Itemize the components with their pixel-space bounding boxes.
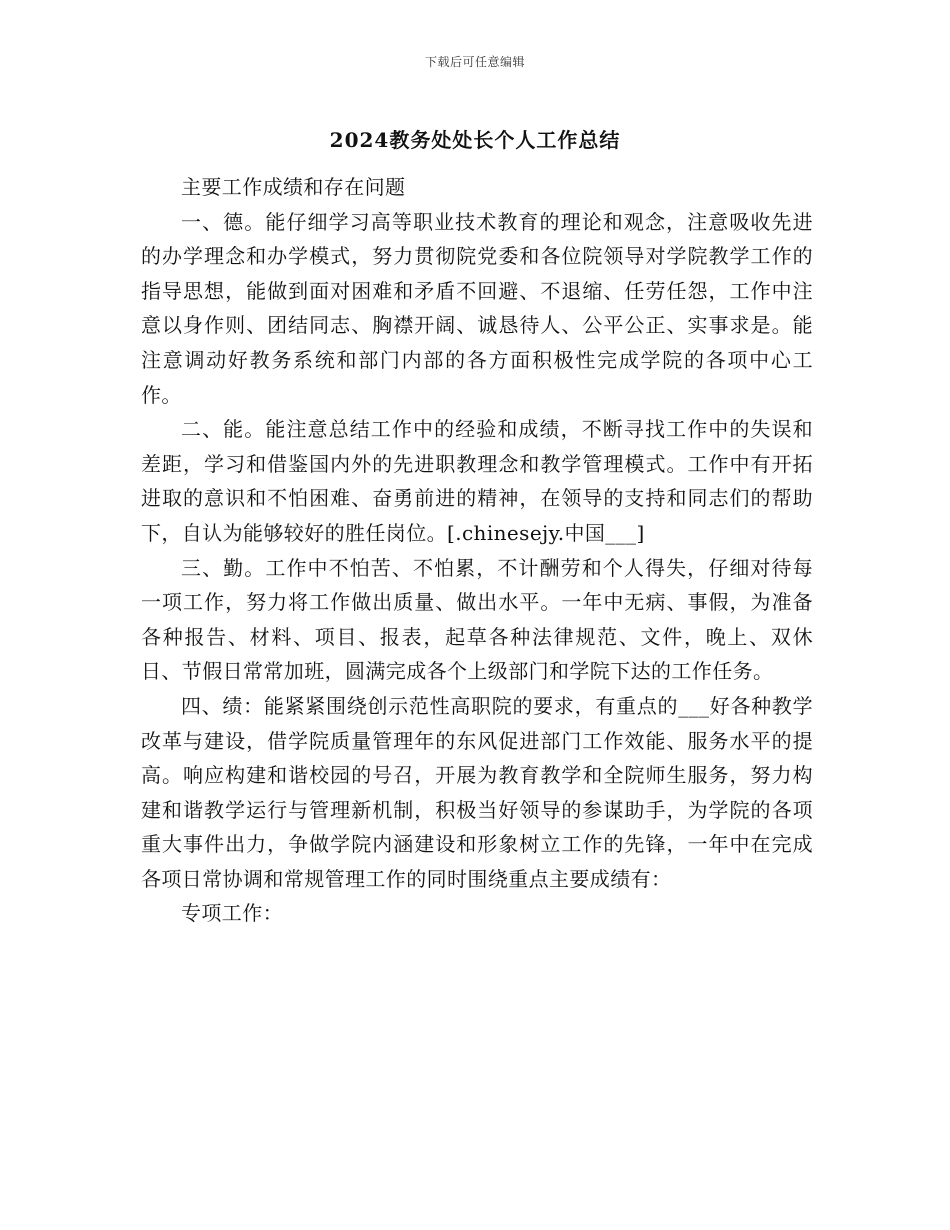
document-title: 2024教务处处长个人工作总结 — [329, 128, 621, 152]
paragraph-ability: 二、能。能注意总结工作中的经验和成绩，不断寻找工作中的失误和差距，学习和借鉴国内外的先进职教理念和教学管理模式。工作中有开拓进取的意识和不怕困难、奋勇前进的精神，在领导的支持和同志们的帮助下，自认为能够较好的胜任岗位。[.chinesejy.中国___] — [141, 417, 813, 545]
paragraph-virtue: 一、德。能仔细学习高等职业技术教育的理论和观念，注意吸收先进的办学理念和办学模式，努力贯彻院党委和各位院领导对学院教学工作的指导思想，能做到面对困难和矛盾不回避、不退缩、任劳任怨，工作中注意以身作则、团结同志、胸襟开阔、诚恳待人、公平公正、实事求是。能注意调动好教务系统和部门内部的各方面积极性完成学院的各项中心工作。 — [141, 209, 813, 407]
paragraph-achievements: 四、绩：能紧紧围绕创示范性高职院的要求，有重点的___好各种教学改革与建设，借学院质量管理年的东风促进部门工作效能、服务水平的提高。响应构建和谐校园的号召，开展为教育教学和全院师生服务，努力构建和谐教学运行与管理新机制，积极当好领导的参谋助手，为学院的各项重大事件出力，争做学院内涵建设和形象树立工作的先锋，一年中在完成各项日常协调和常规管理工作的同时围绕重点主要成绩有： — [141, 693, 813, 891]
paragraph-diligence: 三、勤。工作中不怕苦、不怕累，不计酬劳和个人得失，仔细对待每一项工作，努力将工作做出质量、做出水平。一年中无病、事假，为准备各种报告、材料、项目、报表，起草各种法律规范、文件，晚上、双休日、节假日常常加班，圆满完成各个上级部门和学院下达的工作任务。 — [141, 555, 813, 684]
paragraph-section-heading: 主要工作成绩和存在问题 — [181, 175, 406, 199]
document-body — [141, 170, 813, 931]
paragraph-special-work: 专项工作： — [181, 901, 283, 926]
header-note: 下载后可任意编辑 — [424, 55, 525, 69]
